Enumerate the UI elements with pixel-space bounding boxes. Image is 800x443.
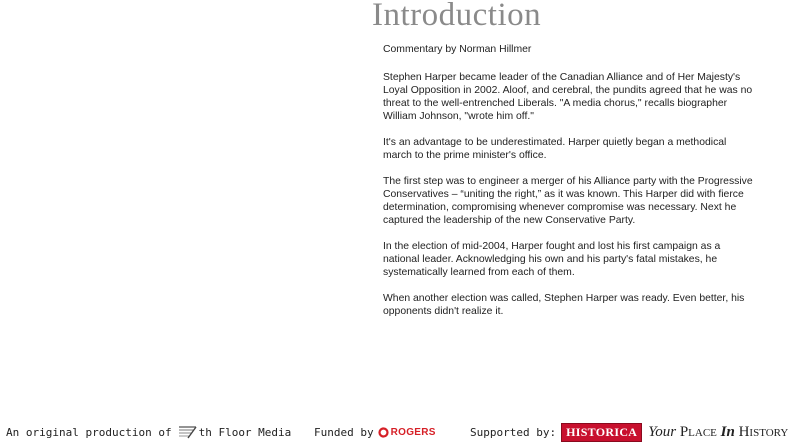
credits-footer [0,421,800,443]
article-paragraph: In the election of mid-2004, Harper fought and lost his first campaign as a national leader. Acknowledging his own and his party's fatal mistakes, he systematically learned from each of them. [383,241,721,278]
seventh-floor-logo-icon [177,425,197,439]
rogers-logo [378,427,436,438]
rogers-wordmark: ROGERS [390,426,436,438]
production-label: An original production of [6,425,172,439]
article-paragraph: Stephen Harper became leader of the Canadian Alliance and of Her Majesty's Loyal Opposition in 2002. Aloof, and cerebral, the pundits agreed that he was no threat to the well-entrenched Liberals. "A media chorus," recalls biographer William Johnson, "wrote him off." [383,72,753,122]
article-paragraph: It's an advantage to be underestimated. Harper quietly began a methodical march to the prime minister's office. [383,137,727,161]
article-paragraph: The first step was to engineer a merger of his Alliance party with the Progressive Conservatives – “uniting the right,” as it was known. This Harper did with fierce determination, compromising whenever compromise was necessary. Next he captured the leadership of the new Conservative Party. [383,176,753,226]
historica-logo: HISTORICA [561,423,642,442]
page-title: Introduction [372,0,542,33]
funded-label: Funded by [314,425,374,439]
supported-label: Supported by: [470,425,557,439]
byline: Commentary by Norman Hillmer [383,44,532,55]
production-credit[interactable] [6,421,291,443]
rogers-logo-icon [378,427,389,438]
article-paragraph: When another election was called, Stephen Harper was ready. Even better, his opponents didn't realize it. [383,293,745,317]
supporter-credit[interactable] [470,421,788,443]
article-body [383,43,755,331]
your-place-in-history-logo: Your Place In History [648,423,789,440]
funder-credit[interactable] [314,421,436,443]
production-company: th Floor Media [198,425,292,439]
